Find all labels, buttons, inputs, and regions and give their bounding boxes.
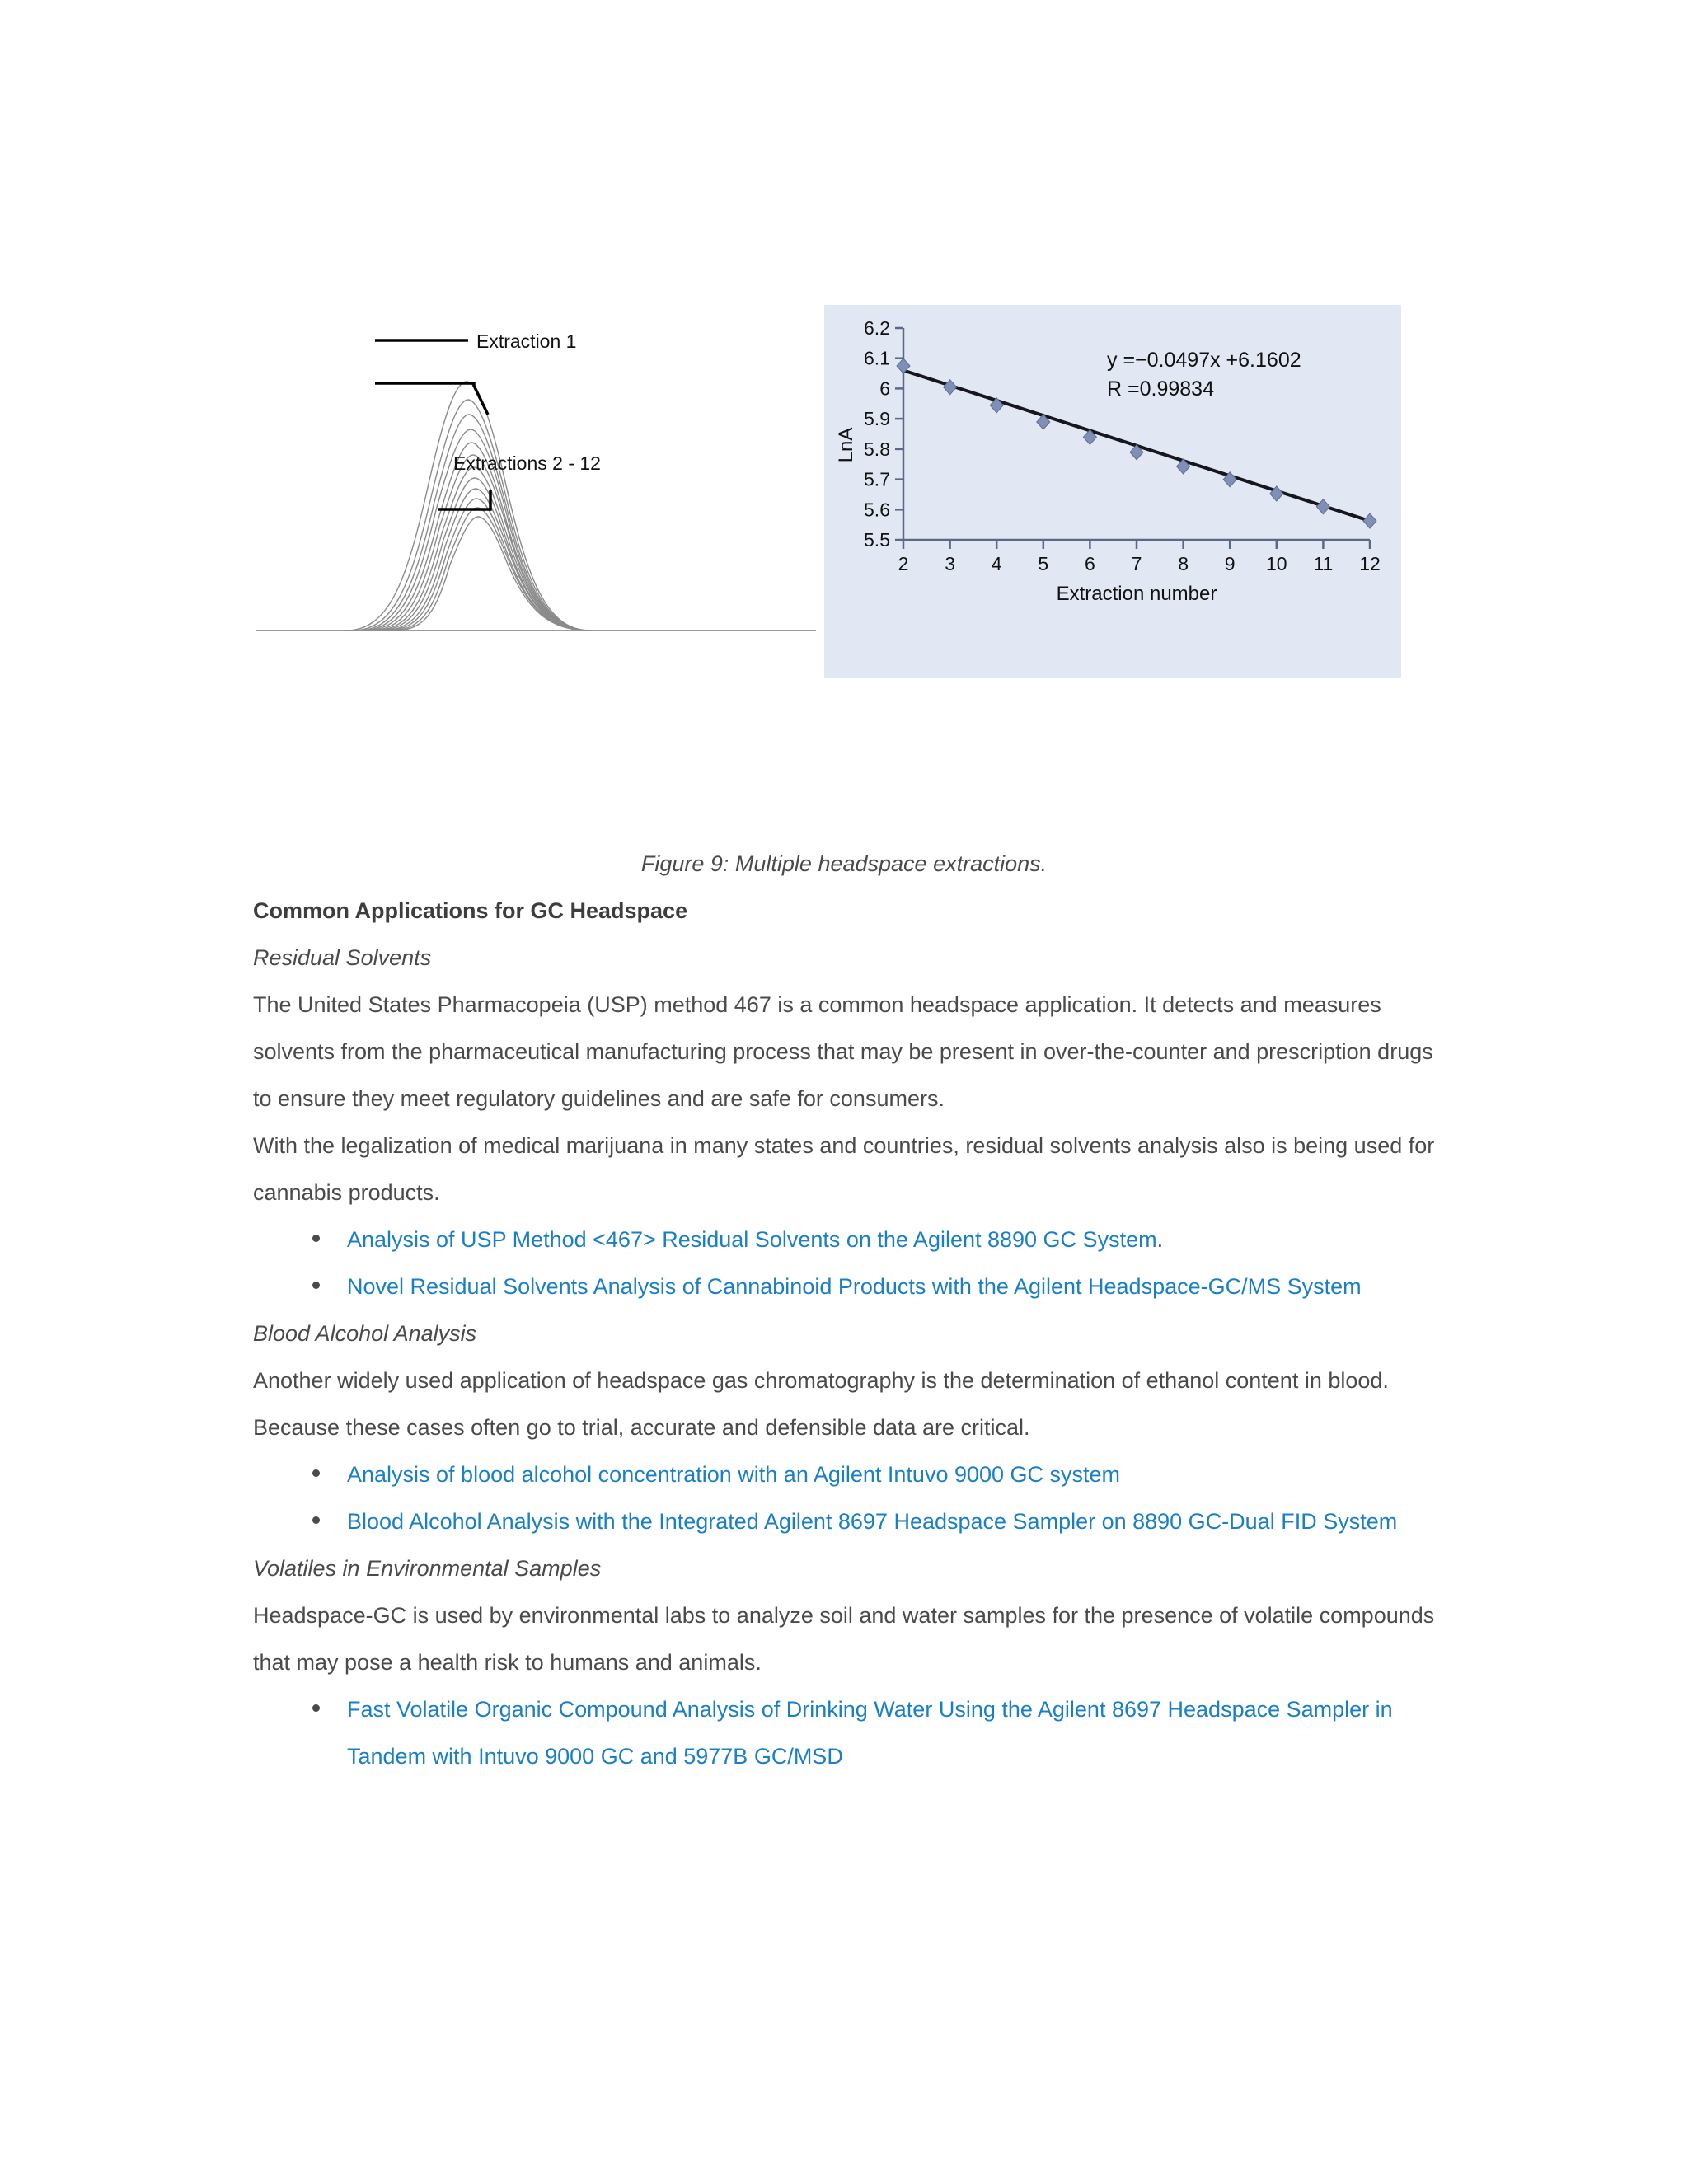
paragraph: The United States Pharmacopeia (USP) method 467 is a common headspace application. It detects and measures solvents from the pharmaceutical manufacturing process that may be present in over-the-counter and prescription drugs to ensure they meet regulatory guidelines and are safe for consumers.: [253, 992, 1433, 1111]
x-axis-ticks: [903, 540, 1370, 549]
data-point: [1316, 499, 1329, 514]
paragraph: Another widely used application of headspace gas chromatography is the determination of ethanol content in blood. Because these cases often go to trial, accurate and defensible data are critical.: [253, 1368, 1389, 1440]
page-title: Common Applications for GC Headspace: [253, 898, 688, 923]
section-blood-alcohol-analysis: [253, 1310, 1435, 1545]
trailing-punctuation: .: [1156, 1227, 1164, 1252]
section-volatiles-environmental-samples: [253, 1545, 1435, 1780]
list-item: [312, 1263, 1435, 1310]
calibration-chart: [824, 305, 1401, 678]
x-axis-title: Extraction number: [1056, 583, 1217, 605]
sub-heading: Blood Alcohol Analysis: [253, 1321, 477, 1346]
bullet-icon: [312, 1469, 320, 1477]
y-axis-tick-labels: [864, 317, 890, 551]
svg-text:3: 3: [945, 553, 955, 574]
bullet-icon: [312, 1516, 320, 1524]
svg-text:5: 5: [1038, 553, 1049, 574]
svg-text:5.5: 5.5: [864, 529, 890, 551]
calibration-chart-svg: [824, 305, 1401, 678]
extractions-2-12-label: Extractions 2 - 12: [453, 452, 601, 474]
svg-text:8: 8: [1178, 553, 1189, 574]
resource-link[interactable]: Analysis of blood alcohol concentration with an Agilent Intuvo 9000 GC system: [347, 1462, 1121, 1487]
svg-text:7: 7: [1131, 553, 1142, 574]
figure-9: [0, 0, 1688, 791]
sub-heading: Volatiles in Environmental Samples: [253, 1556, 602, 1581]
paragraph: Headspace-GC is used by environmental labs to analyze soil and water samples for the presence of volatile compounds that may pose a health risk to humans and animals.: [253, 1603, 1435, 1675]
link-list: [253, 1686, 1435, 1780]
link-list: [253, 1216, 1435, 1310]
list-item: [312, 1686, 1435, 1780]
svg-text:5.7: 5.7: [864, 468, 890, 490]
resource-link[interactable]: Analysis of USP Method <467> Residual Solvents on the Agilent 8890 GC System: [347, 1227, 1157, 1252]
chromatogram-svg: [256, 293, 816, 680]
list-item: [312, 1216, 1435, 1263]
svg-text:6.1: 6.1: [864, 347, 890, 369]
document-body: [253, 841, 1435, 1780]
section-residual-solvents: [253, 935, 1435, 1310]
trendline-equation-label: y =−0.0497x +6.1602: [1107, 349, 1301, 372]
svg-text:2: 2: [898, 553, 909, 574]
y-axis-title: LnA: [835, 427, 857, 463]
svg-text:4: 4: [991, 553, 1002, 574]
trendline-r-label: R =0.99834: [1107, 377, 1214, 401]
svg-text:5.6: 5.6: [864, 499, 890, 521]
svg-text:12: 12: [1359, 553, 1381, 574]
data-point: [1363, 513, 1376, 528]
list-item: [312, 1451, 1435, 1498]
extraction-1-label: Extraction 1: [476, 330, 577, 352]
chromatogram-peaks: [346, 382, 590, 630]
link-list: [253, 1451, 1435, 1545]
svg-text:6: 6: [1085, 553, 1095, 574]
bullet-icon: [312, 1282, 320, 1289]
figure-caption: Figure 9: Multiple headspace extractions.: [640, 851, 1048, 876]
svg-text:9: 9: [1224, 553, 1236, 574]
extractions-2-12-leader-top: [375, 383, 488, 415]
svg-text:5.9: 5.9: [864, 408, 890, 430]
sub-heading: Residual Solvents: [253, 945, 432, 970]
resource-link[interactable]: Fast Volatile Organic Compound Analysis of Drinking Water Using the Agilent 8697 Headspace Sampler in Tandem with Intuvo 9000 GC and 5977B GC/MSD: [347, 1697, 1393, 1769]
svg-text:11: 11: [1313, 553, 1334, 574]
data-point: [944, 380, 957, 395]
bullet-icon: [312, 1235, 320, 1242]
chromatogram-plot: [256, 293, 816, 680]
bullet-icon: [312, 1704, 320, 1712]
svg-text:5.8: 5.8: [864, 438, 890, 460]
list-item: [312, 1498, 1435, 1545]
paragraph: With the legalization of medical marijuana in many states and countries, residual solvents analysis also is being used for cannabis products.: [253, 1133, 1435, 1205]
resource-link[interactable]: Blood Alcohol Analysis with the Integrated Agilent 8697 Headspace Sampler on 8890 GC-Dual FID System: [347, 1509, 1398, 1534]
svg-text:6: 6: [879, 377, 890, 400]
x-axis-tick-labels: [898, 553, 1381, 574]
svg-text:6.2: 6.2: [864, 317, 890, 339]
resource-link[interactable]: Novel Residual Solvents Analysis of Cannabinoid Products with the Agilent Headspace-GC/MS System: [347, 1274, 1362, 1299]
svg-text:10: 10: [1266, 553, 1287, 574]
